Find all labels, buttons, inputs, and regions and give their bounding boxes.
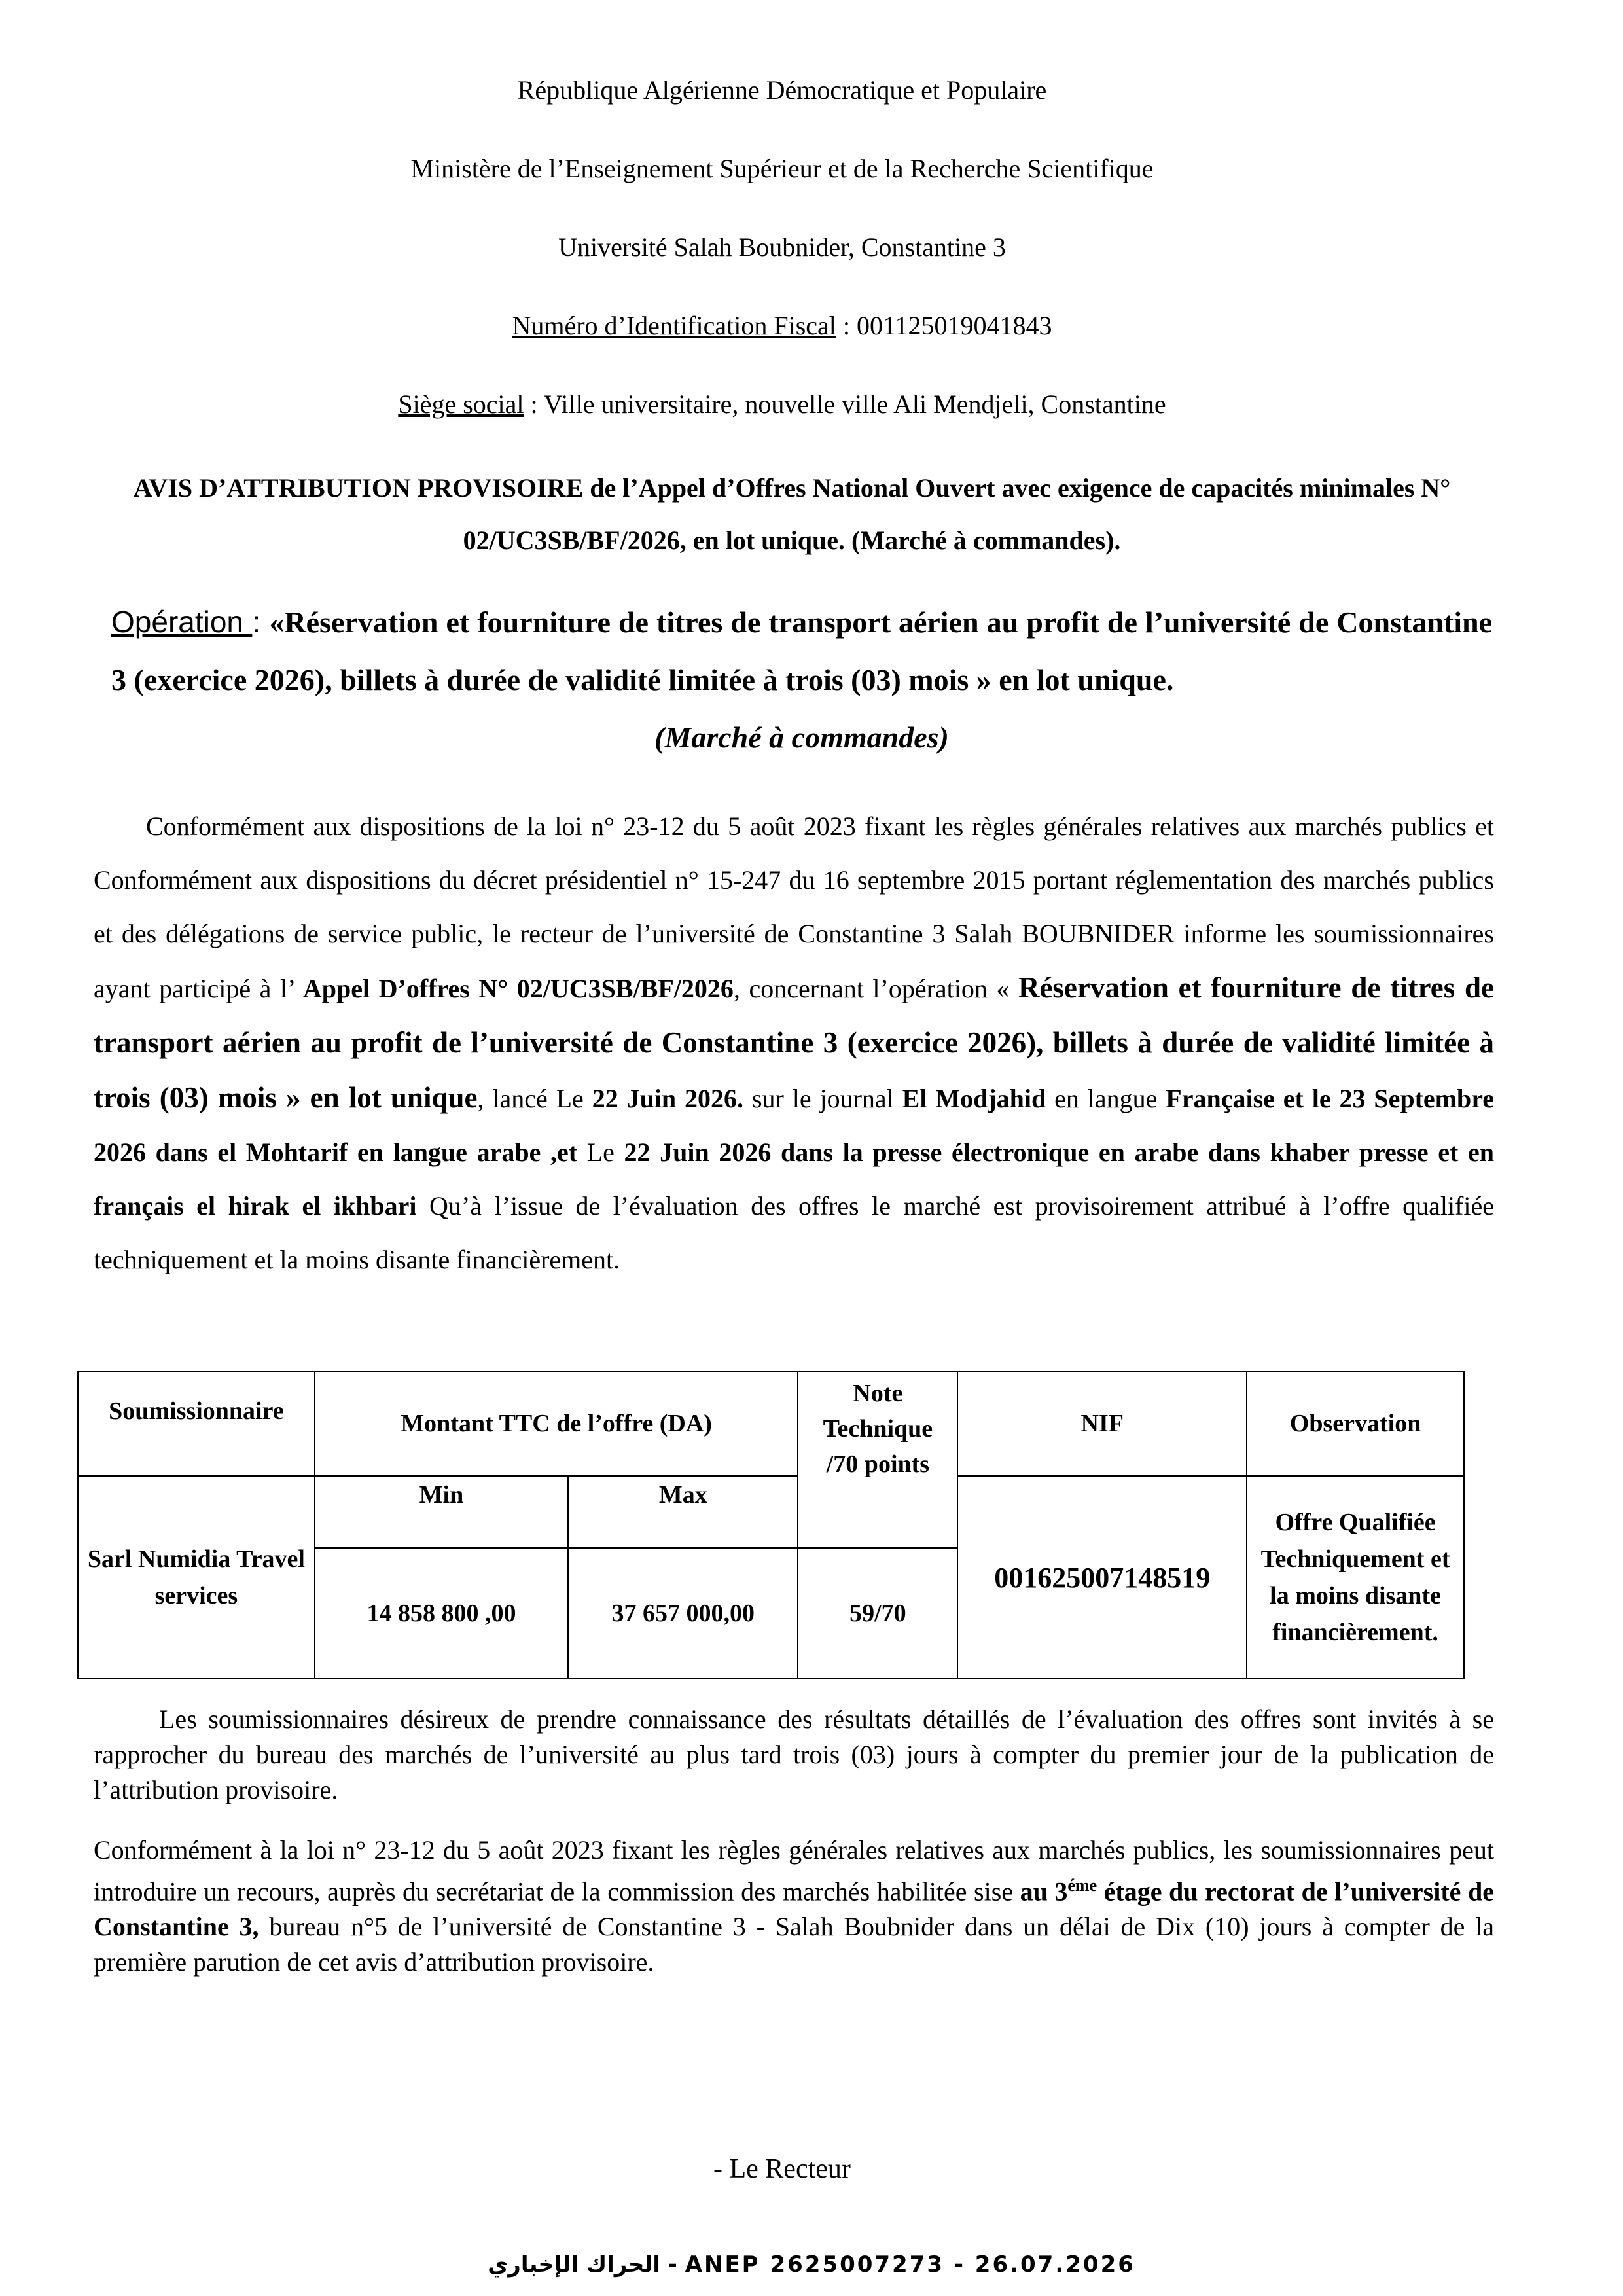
floor-superscript: éme	[1067, 1876, 1097, 1895]
para1-text-5: en langue	[1046, 1084, 1166, 1113]
operation-reference: Réservation et fourniture de titres de transport aérien au profit de l’université de Constantine 3 (exercice 2026), billets à durée de validité limitée à trois (03) mois » en lot unique	[94, 971, 1495, 1114]
para1-text-7: Qu’à l’issue de l’évaluation des offres le marché est provisoirement attribué à l’offre qualifiée techniquement et la moins disante financièrement.	[94, 1191, 1494, 1274]
electronic-press: 22 Juin 2026 dans la presse électronique en arabe dans khaber presse et en français el hirak el ikhbari	[94, 1138, 1495, 1221]
para1-text-3: , lancé Le	[477, 1084, 592, 1113]
para3-text-2: bureau n°5 de l’université de Constantine 3 - Salah Boubnider dans un délai de Dix (10) jours à compter de la première parution de cet avis d’attribution provisoire.	[94, 1912, 1495, 1977]
header-nif	[0, 310, 1564, 342]
publication-details: Française et le 23 Septembre 2026 dans el Mohtarif en langue arabe ,et	[94, 1084, 1495, 1167]
operation-text: «Réservation et fourniture de titres de transport aérien au profit de l’université de Constantine 3 (exercice 2026), billets à durée de validité limitée à trois (03) mois » en lot unique.	[111, 605, 1492, 696]
siege-label: Siège social	[398, 389, 524, 419]
results-consultation-paragraph: Les soumissionnaires désireux de prendre connaissance des résultats détaillés de l’évaluation des offres sont invités à se rapprocher du bureau des marchés de l’université au plus tard trois (03) jours à compter du premier jour de la publication de l’attribution provisoire.	[94, 1704, 1494, 1804]
avis-title: AVIS D’ATTRIBUTION PROVISOIRE de l’Appel d’Offres National Ouvert avec exigence de capacités minimales N° 02/UC3SB/BF/2026, en lot unique. (Marché à commandes).	[133, 473, 1451, 555]
operation-subtitle: (Marché à commandes)	[654, 721, 949, 754]
header-nif: NIF	[957, 1371, 1247, 1476]
para1-text-2: , concernant l’opération «	[733, 974, 1018, 1003]
signature: - Le Recteur	[713, 2154, 851, 2184]
table-cell-note: 59/70	[798, 1548, 957, 1679]
launch-date: 22 Juin 2026.	[592, 1084, 744, 1113]
header-republic: République Algérienne Démocratique et Populaire	[517, 75, 1047, 105]
recours-paragraph	[94, 1833, 1494, 1980]
rectorat-location: étage du rectorat de l’université de Constantine 3,	[94, 1876, 1494, 1942]
table-header-row	[78, 1371, 1464, 1476]
para3-text-1: Conformément à la loi n° 23-12 du 5 août 2023 fixant les règles générales relatives aux marchés publics, les soumissionnaires peut introduire un recours, auprès du secrétariat de la commission des marchés habilitée sise	[94, 1835, 1494, 1907]
table-cell-min: 14 858 800 ,00	[315, 1548, 568, 1679]
operation-block	[111, 593, 1492, 766]
results-table	[77, 1371, 1465, 1679]
operation-label: Opération	[111, 605, 253, 639]
header-ministry: Ministère de l’Enseignement Supérieur et de la Recherche Scientifique	[410, 154, 1154, 183]
para1-text-1: Conformément aux dispositions de la loi n° 23-12 du 5 août 2023 fixant les règles générales relatives aux marchés publics et Conformément aux dispositions du décret présidentiel n° 15-247 du 16 septembre 2015 portant réglementation des marchés publics et des délégations de service public, le recteur de l’université de Constantine 3 Salah BOUBNIDER informe les soumissionnaires ayant participé à l’	[94, 812, 1494, 1003]
header-min: Min	[315, 1476, 568, 1548]
table-cell-max: 37 657 000,00	[568, 1548, 798, 1679]
header-university: Université Salah Boubnider, Constantine 3	[558, 232, 1006, 262]
nif-label: Numéro d’Identification Fiscal	[512, 311, 836, 340]
table-cell-nif: 001625007148519	[957, 1476, 1247, 1679]
header-observation: Observation	[1247, 1371, 1464, 1476]
operation-colon: :	[252, 605, 270, 639]
para1-text-4: sur le journal	[743, 1084, 902, 1113]
journal-name: El Modjahid	[902, 1084, 1046, 1113]
table-cell-soumissionnaire: Sarl Numidia Travel services	[78, 1476, 315, 1679]
appel-offres-ref: Appel D’offres N° 02/UC3SB/BF/2026	[302, 974, 734, 1003]
siege-value: : Ville universitaire, nouvelle ville Ali Mendjeli, Constantine	[524, 389, 1166, 419]
header-siege	[0, 389, 1564, 420]
header-montant: Montant TTC de l’offre (DA)	[315, 1371, 798, 1476]
table-cell-observation: Offre Qualifiée Techniquement et la moins disante financièrement.	[1247, 1476, 1464, 1679]
para1-text-6: Le	[577, 1138, 624, 1167]
header-soumissionnaire: Soumissionnaire	[78, 1371, 315, 1476]
header-max: Max	[568, 1476, 798, 1548]
header-note: Note Technique /70 points	[798, 1371, 957, 1548]
table-subheader-row	[78, 1476, 1464, 1548]
floor-ref: au 3	[1020, 1876, 1068, 1907]
attribution-paragraph	[94, 800, 1494, 1287]
footer-anep: الحراك الإخباري - ANEP 2625007273 - 26.07.2026	[488, 2251, 1135, 2278]
nif-value: : 001125019041843	[836, 311, 1052, 340]
